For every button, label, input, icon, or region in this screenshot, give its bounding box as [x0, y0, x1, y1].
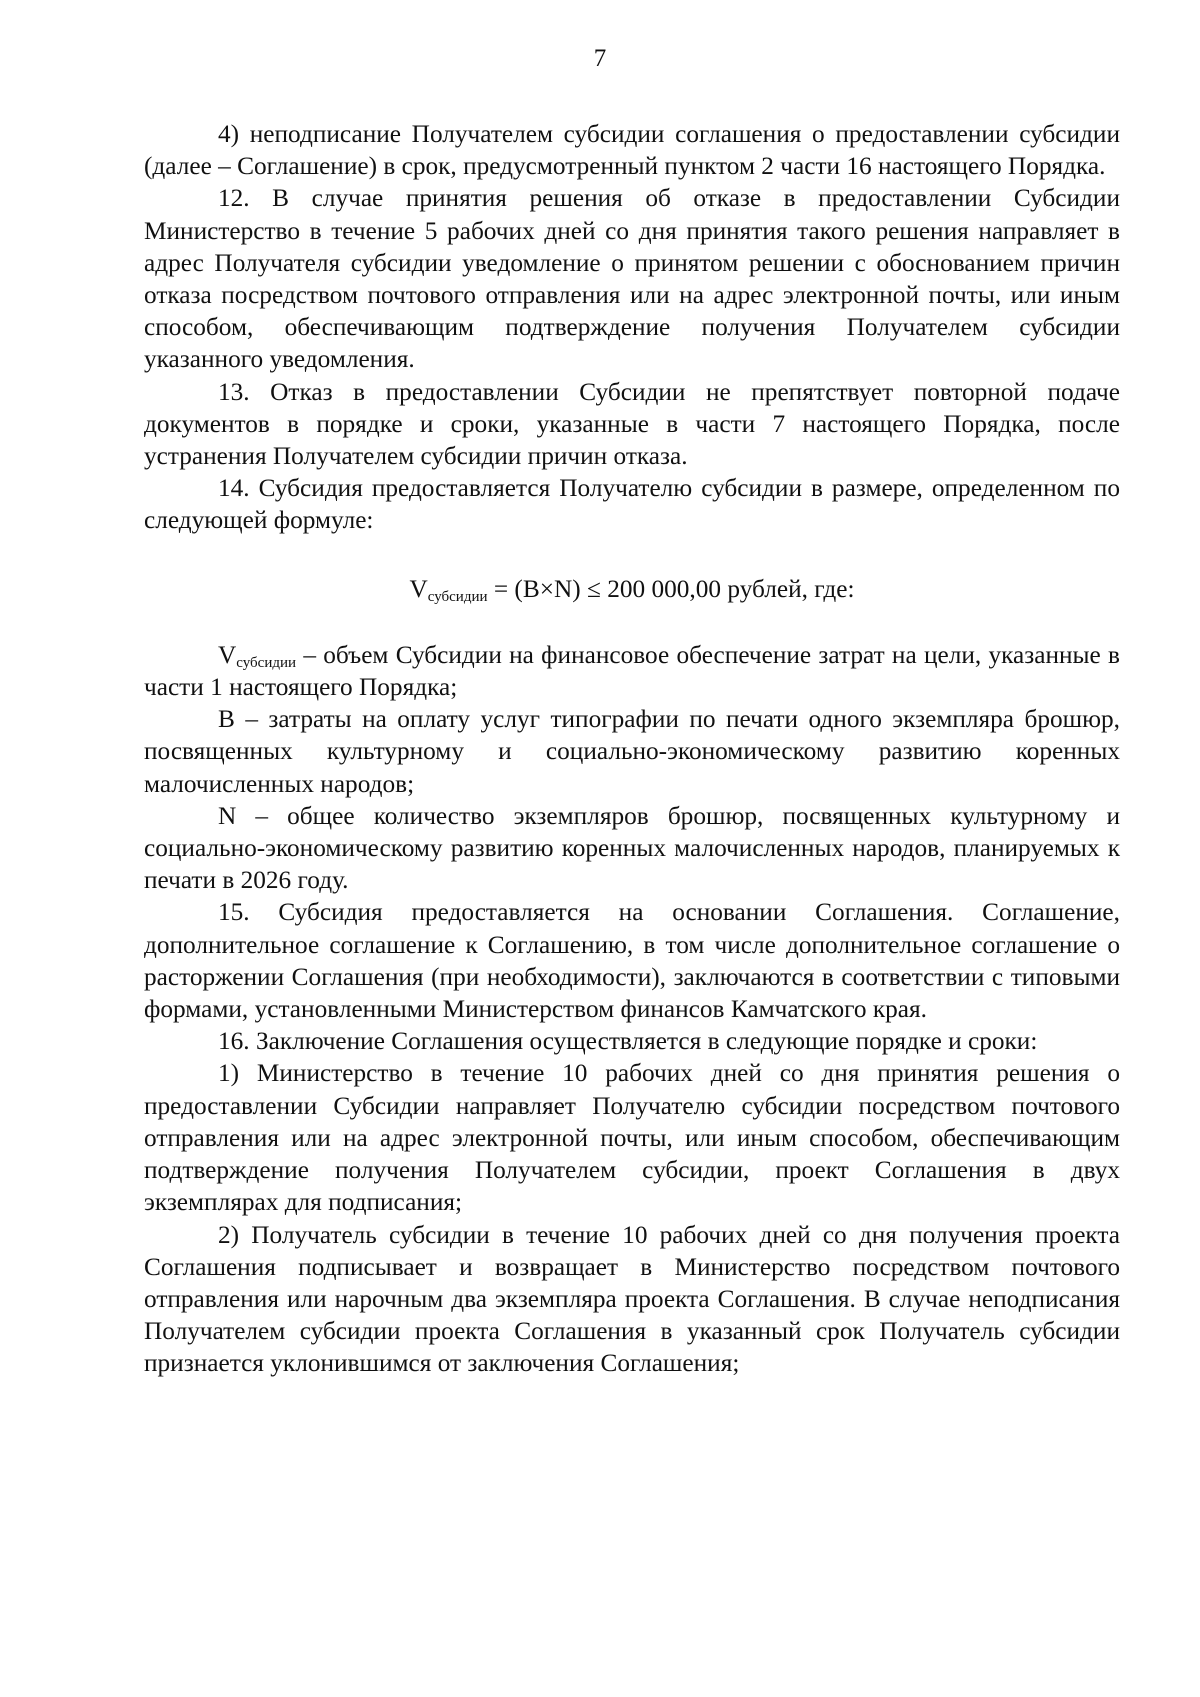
subsidy-formula — [144, 573, 1120, 605]
formula-subscript: субсидии — [427, 588, 488, 605]
paragraph-12: 12. В случае принятия решения об отказе в предоставлении Субсидии Министерство в течение 5 рабочих дней со дня принятия такого решения направляет в адрес Получателя субсидии уведомление о принятом решении с обоснованием причин отказа посредством почтового отправления или на адрес электронной почты, или иным способом, обеспечивающим подтверждение получения Получателем субсидии указанного уведомления. — [144, 184, 1120, 374]
paragraph-14: 14. Субсидия предоставляется Получателю субсидии в размере, определенном по следующей формуле: — [144, 474, 1120, 535]
formula-expression: = (B×N) ≤ 200 000,00 рублей, где: — [487, 574, 855, 603]
document-body — [144, 118, 1120, 1380]
definition-v-symbol: V — [218, 640, 237, 669]
paragraph-15: 15. Субсидия предоставляется на основании Соглашения. Соглашение, дополнительное соглашение к Соглашению, в том числе дополнительное соглашение о расторжении Соглашения (при необходимости), заключаются в соответствии с типовыми формами, установленными Министерством финансов Камчатского края. — [144, 898, 1120, 1024]
definition-n: N – общее количество экземпляров брошюр, посвященных культурному и социально-экономическому развитию коренных малочисленных народов, планируемых к печати в 2026 году. — [144, 801, 1120, 895]
definition-v-text: – объем Субсидии на финансовое обеспечение затрат на цели, указанные в части 1 настоящего Порядка; — [144, 640, 1120, 702]
paragraph-item-4: 4) неподписание Получателем субсидии соглашения о предоставлении субсидии (далее – Соглашение) в срок, предусмотренный пунктом 2 части 16 настоящего Порядка. — [144, 120, 1120, 181]
paragraph-16: 16. Заключение Соглашения осуществляется в следующие порядке и сроки: — [218, 1027, 1038, 1056]
page-number: 7 — [593, 45, 607, 72]
definition-b: B – затраты на оплату услуг типографии по печати одного экземпляра брошюр, посвященных культурному и социально-экономическому развитию коренных малочисленных народов; — [144, 705, 1120, 798]
definition-v-subscript: субсидии — [236, 654, 297, 671]
paragraph-16-item-1: 1) Министерство в течение 10 рабочих дней со дня принятия решения о предоставлении Субсидии направляет Получателю субсидии посредством почтового отправления или на адрес электронной почты, или иным способом, обеспечивающим подтверждение получения Получателем субсидии, проект Соглашения в двух экземплярах для подписания; — [144, 1059, 1120, 1217]
paragraph-16-item-2: 2) Получатель субсидии в течение 10 рабочих дней со дня получения проекта Соглашения подписывает и возвращает в Министерство посредством почтового отправления или нарочным два экземпляра проекта Соглашения. В случае неподписания Получателем субсидии проекта Соглашения в указанный срок Получатель субсидии признается уклонившимся от заключения Соглашения; — [144, 1220, 1120, 1378]
formula-symbol: V — [409, 574, 428, 603]
definition-v — [144, 639, 1120, 703]
paragraph-13: 13. Отказ в предоставлении Субсидии не препятствует повторной подаче документов в порядке и сроки, указанные в части 7 настоящего Порядка, после устранения Получателем субсидии причин отказа. — [144, 377, 1120, 471]
